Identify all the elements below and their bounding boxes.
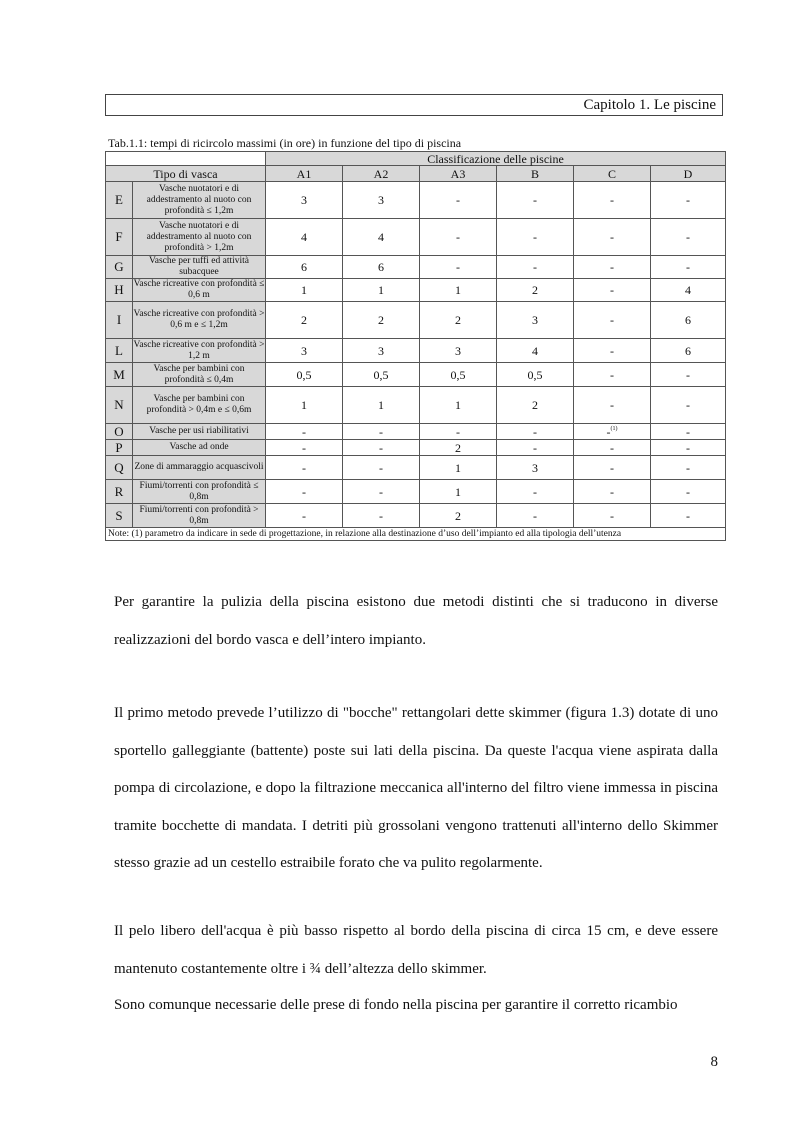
table-cell: 2 (497, 279, 574, 302)
table-cell: - (574, 440, 651, 456)
table-cell: 3 (343, 339, 420, 363)
table-cell: 2 (497, 387, 574, 424)
table-cell: - (497, 182, 574, 219)
paragraph-bottom-intakes: Sono comunque necessarie delle prese di fondo nella piscina per garantire il corretto ricambio (114, 997, 678, 1013)
table-row (106, 182, 726, 219)
recirculation-table (105, 151, 726, 541)
table-row (106, 302, 726, 339)
table-row (106, 504, 726, 528)
column-header: D (651, 166, 726, 182)
table-cell: - (574, 387, 651, 424)
table-cell: 3 (420, 339, 497, 363)
table-cell: 4 (343, 219, 420, 256)
table-cell: 2 (343, 302, 420, 339)
table-cell: - (651, 456, 726, 480)
table-cell: - (574, 504, 651, 528)
table-cell: 2 (266, 302, 343, 339)
row-code: E (106, 182, 133, 219)
row-description: Vasche per bambini con profondità ≤ 0,4m (133, 363, 266, 387)
column-header: B (497, 166, 574, 182)
table-cell: - (574, 256, 651, 279)
table-caption: Tab.1.1: tempi di ricircolo massimi (in ore) in funzione del tipo di piscina (108, 136, 462, 150)
column-header-row (106, 166, 726, 182)
table-cell: 1 (420, 480, 497, 504)
table-cell: 6 (266, 256, 343, 279)
table-cell: - (266, 480, 343, 504)
table-cell: - (651, 219, 726, 256)
table-cell: 0,5 (266, 363, 343, 387)
table-cell: - (343, 504, 420, 528)
table-row (106, 480, 726, 504)
table-cell: - (651, 182, 726, 219)
table-cell: 3 (266, 182, 343, 219)
table-cell: 0,5 (497, 363, 574, 387)
table-cell: - (343, 424, 420, 440)
table-cell: - (651, 480, 726, 504)
table-cell: - (574, 302, 651, 339)
table-cell: - (420, 256, 497, 279)
table-cell: - (266, 456, 343, 480)
row-description: Vasche nuotatori e di addestramento al nuoto con profondità > 1,2m (133, 219, 266, 256)
row-code: M (106, 363, 133, 387)
table-row (106, 256, 726, 279)
row-description: Zone di ammaraggio acquascivoli (133, 456, 266, 480)
table-cell: - (574, 182, 651, 219)
table-cell: 3 (497, 456, 574, 480)
table-cell: - (343, 456, 420, 480)
column-header: A1 (266, 166, 343, 182)
row-code: O (106, 424, 133, 440)
table-cell: 3 (343, 182, 420, 219)
table-cell: - (420, 182, 497, 219)
row-description: Fiumi/torrenti con profondità > 0,8m (133, 504, 266, 528)
classification-header: Classificazione delle piscine (266, 152, 726, 166)
table-cell: 6 (651, 339, 726, 363)
table-cell: 4 (651, 279, 726, 302)
row-code: Q (106, 456, 133, 480)
table-cell: - (651, 387, 726, 424)
row-code: R (106, 480, 133, 504)
table-cell: - (420, 424, 497, 440)
row-description: Vasche ad onde (133, 440, 266, 456)
row-code: G (106, 256, 133, 279)
table-row (106, 456, 726, 480)
row-description: Vasche per usi riabilitativi (133, 424, 266, 440)
table-row (106, 424, 726, 440)
paragraph-cleaning-methods: Per garantire la pulizia della piscina esistono due metodi distinti che si traducono in diverse realizzazioni del bordo vasca e dell’intero impianto. (114, 594, 718, 648)
table-cell: - (497, 480, 574, 504)
row-description: Vasche ricreative con profondità > 0,6 m e ≤ 1,2m (133, 302, 266, 339)
row-description: Vasche nuotatori e di addestramento al nuoto con profondità ≤ 1,2m (133, 182, 266, 219)
table-cell: 2 (420, 302, 497, 339)
table-cell: 1 (266, 279, 343, 302)
table-cell: 1 (420, 279, 497, 302)
table-cell: 3 (266, 339, 343, 363)
row-description: Vasche ricreative con profondità > 1,2 m (133, 339, 265, 361)
table-cell: - (574, 219, 651, 256)
paragraph-skimmer-method: Il primo metodo prevede l’utilizzo di "bocche" rettangolari dette skimmer (figura 1.3) dotate di uno sportello galleggiante (battente) poste sui lati della piscina. Da queste l'acqua viene aspirata dalla pompa di circolazione, e dopo la filtrazione meccanica all'interno del filtro viene immessa in piscina tramite bocchette di mandata. I detriti più grossolani vengono trattenuti all'interno dello Skimmer stesso grazie ad un cestello estraibile forato che va pulito regolarmente. (114, 705, 718, 871)
table-row (106, 219, 726, 256)
table-cell: 4 (266, 219, 343, 256)
row-code: S (106, 504, 133, 528)
row-description: Fiumi/torrenti con profondità ≤ 0,8m (133, 480, 266, 504)
table-cell: - (651, 256, 726, 279)
table-row (106, 387, 726, 424)
table-cell: - (651, 440, 726, 456)
table-cell: - (343, 440, 420, 456)
table-cell: - (574, 363, 651, 387)
table-cell: 1 (343, 387, 420, 424)
row-code: F (106, 219, 133, 256)
footnote-marker: (1) (610, 425, 618, 432)
table-cell: 1 (420, 387, 497, 424)
table-cell: 1 (343, 279, 420, 302)
column-header: A3 (420, 166, 497, 182)
row-code: I (106, 302, 133, 339)
row-description: Vasche per bambini con profondità > 0,4m e ≤ 0,6m (133, 387, 266, 424)
table-row (106, 279, 726, 302)
row-code: H (106, 279, 133, 302)
row-code: N (106, 387, 133, 424)
table-cell: - (574, 480, 651, 504)
table-cell: 2 (420, 440, 497, 456)
table-cell: - (497, 424, 574, 440)
column-header: A2 (343, 166, 420, 182)
table-cell: - (497, 256, 574, 279)
row-description: Vasche per tuffi ed attività subacquee (133, 256, 266, 279)
table-row (106, 339, 726, 363)
table-body (106, 182, 726, 528)
table-cell (574, 424, 651, 440)
table-cell: 6 (651, 302, 726, 339)
table-cell: - (266, 424, 343, 440)
column-header: C (574, 166, 651, 182)
table-cell: - (574, 279, 651, 302)
table-cell: - (497, 504, 574, 528)
table-cell: - (343, 480, 420, 504)
table-cell: 1 (420, 456, 497, 480)
table-row (106, 440, 726, 456)
table-cell: - (574, 339, 651, 363)
table-cell: - (266, 440, 343, 456)
row-description: Vasche ricreative con profondità ≤ 0,6 m (133, 279, 265, 300)
row-code: P (106, 440, 133, 456)
cell-value: - (606, 424, 611, 439)
table-cell: - (497, 219, 574, 256)
table-corner-cell (106, 152, 266, 166)
table-cell: 0,5 (343, 363, 420, 387)
table-cell: 3 (497, 302, 574, 339)
table-cell: - (574, 456, 651, 480)
table-cell: 4 (497, 339, 574, 363)
table-cell: - (420, 219, 497, 256)
chapter-title: Capitolo 1. Le piscine (583, 97, 716, 113)
paragraph-water-level: Il pelo libero dell'acqua è più basso rispetto al bordo della piscina di circa 15 cm, e deve essere mantenuto costantemente oltre i ¾ dell’altezza dello skimmer. (114, 923, 718, 977)
chapter-header (105, 94, 723, 116)
table-cell: - (651, 363, 726, 387)
table-cell: 1 (266, 387, 343, 424)
table-cell: 2 (420, 504, 497, 528)
table-cell: 0,5 (420, 363, 497, 387)
table-row (106, 363, 726, 387)
table-cell: - (497, 440, 574, 456)
page-number: 8 (710, 1054, 718, 1070)
tipo-vasca-header: Tipo di vasca (106, 166, 266, 182)
table-cell: - (651, 504, 726, 528)
table-cell: 6 (343, 256, 420, 279)
table-cell: - (266, 504, 343, 528)
table-cell: - (651, 424, 726, 440)
table-note: Note: (1) parametro da indicare in sede di progettazione, in relazione alla destinazione d’uso dell’impianto ed alla tipologia dell’utenza (106, 528, 726, 541)
row-code: L (106, 339, 133, 363)
